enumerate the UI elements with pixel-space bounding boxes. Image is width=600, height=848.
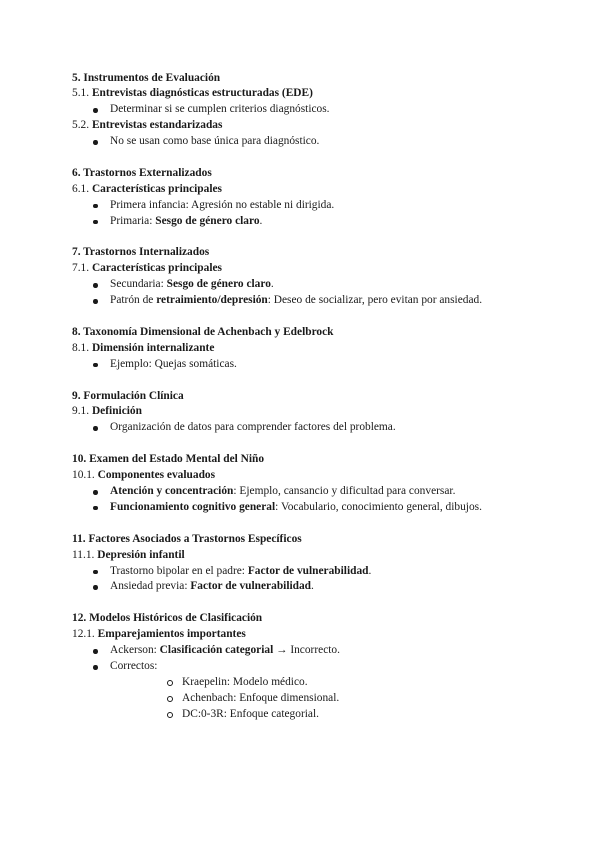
subsection-label: Entrevistas estandarizadas — [91, 119, 223, 132]
bullet-list — [72, 277, 542, 309]
item-text: Secundaria: — [110, 278, 167, 291]
subsection-label: Emparejamientos importantes — [97, 628, 246, 641]
bullet-list — [72, 134, 542, 150]
item-text: Ackerson: — [110, 644, 160, 657]
nested-bullet-list — [110, 675, 542, 723]
item-text: Correctos: — [110, 659, 158, 672]
section — [72, 532, 542, 596]
subsection-label: Depresión infantil — [97, 548, 185, 561]
bullet-list — [72, 357, 542, 373]
subsection-number: 12.1. — [72, 628, 95, 641]
subsection-heading — [72, 341, 542, 357]
subsection-number: 9.1. — [72, 405, 90, 418]
item-text: : Vocabulario, conocimiento general, dibujos. — [275, 500, 482, 513]
item-text: Ejemplo: Quejas somáticas. — [110, 357, 237, 370]
item-text: Primaria: — [110, 214, 156, 227]
list-item — [72, 579, 542, 595]
sub-list-item — [110, 707, 542, 723]
list-item — [72, 357, 542, 373]
document-body — [72, 71, 542, 739]
item-bold-text: Factor de vulnerabilidad — [190, 580, 312, 593]
list-item — [72, 484, 542, 500]
subsection-label: Definición — [91, 405, 142, 418]
subsection-heading — [72, 627, 542, 643]
item-bold-text: Clasificación categorial — [159, 644, 274, 657]
list-item — [72, 500, 542, 516]
bullet-list — [72, 643, 542, 723]
list-item — [72, 659, 542, 723]
list-item — [72, 198, 542, 214]
list-item — [72, 102, 542, 118]
list-item — [72, 564, 542, 580]
item-text: Primera infancia: Agresión no estable ni dirigida. — [110, 198, 335, 211]
list-item — [72, 293, 542, 309]
item-text: Determinar si se cumplen criterios diagnósticos. — [110, 103, 330, 116]
list-item — [72, 214, 542, 230]
list-item — [72, 420, 542, 436]
item-bold-text: Sesgo de género claro — [155, 214, 260, 227]
section — [72, 325, 542, 373]
subsection-heading — [72, 261, 542, 277]
section-title: 11. Factores Asociados a Trastornos Específicos — [72, 532, 302, 545]
subsection-heading — [72, 468, 542, 484]
item-bold-text: retraimiento/depresión — [156, 294, 268, 307]
subsection-heading — [72, 548, 542, 564]
subsection-number: 5.1. — [72, 87, 90, 100]
bullet-list — [72, 102, 542, 118]
subsection-number: 6.1. — [72, 182, 90, 195]
item-text: . — [368, 564, 372, 577]
sub-list-item — [110, 675, 542, 691]
item-text: Kraepelin: Modelo médico. — [182, 675, 308, 688]
list-item — [72, 643, 542, 659]
item-text: : Deseo de socializar, pero evitan por ansiedad. — [267, 294, 483, 307]
item-text: Achenbach: Enfoque dimensional. — [182, 691, 340, 704]
subsection-label: Entrevistas diagnósticas estructuradas (EDE) — [91, 87, 313, 100]
bullet-list — [72, 420, 542, 436]
item-text: : Ejemplo, cansancio y dificultad para conversar. — [233, 484, 456, 497]
section — [72, 71, 542, 151]
item-text: Organización de datos para comprender factores del problema. — [110, 421, 396, 434]
subsection-label: Dimensión internalizante — [91, 341, 215, 354]
bullet-list — [72, 198, 542, 230]
item-text: . — [311, 580, 314, 593]
subsection-heading — [72, 118, 542, 134]
item-text: → Incorrecto. — [273, 644, 340, 657]
subsection-heading — [72, 182, 542, 198]
list-item — [72, 134, 542, 150]
subsection-number: 5.2. — [72, 119, 90, 132]
item-bold-text: Funcionamiento cognitivo general — [110, 500, 276, 513]
item-text: . — [270, 278, 274, 291]
subsection-number: 11.1. — [72, 548, 95, 561]
section — [72, 452, 542, 516]
section-title: 8. Taxonomía Dimensional de Achenbach y Edelbrock — [72, 325, 334, 338]
section — [72, 166, 542, 230]
item-bold-text: Sesgo de género claro — [166, 278, 271, 291]
section-title: 10. Examen del Estado Mental del Niño — [72, 453, 265, 466]
bullet-list — [72, 564, 542, 596]
item-text: . — [259, 214, 263, 227]
section — [72, 245, 542, 309]
subsection-heading — [72, 86, 542, 102]
subsection-number: 7.1. — [72, 262, 90, 275]
item-text: No se usan como base única para diagnóstico. — [110, 135, 320, 148]
item-text: Ansiedad previa: — [110, 580, 191, 593]
subsection-label: Características principales — [91, 262, 222, 275]
section — [72, 389, 542, 437]
sub-list-item — [110, 691, 542, 707]
item-text: Patrón de — [110, 294, 157, 307]
subsection-number: 8.1. — [72, 341, 90, 354]
section — [72, 611, 542, 722]
item-text: Trastorno bipolar en el padre: — [110, 564, 248, 577]
item-text: DC:0-3R: Enfoque categorial. — [182, 707, 319, 720]
section-title: 5. Instrumentos de Evaluación — [72, 71, 221, 84]
list-item — [72, 277, 542, 293]
section-title: 6. Trastornos Externalizados — [72, 166, 212, 179]
subsection-heading — [72, 404, 542, 420]
section-title: 9. Formulación Clínica — [72, 389, 184, 402]
item-bold-text: Factor de vulnerabilidad — [247, 564, 369, 577]
subsection-number: 10.1. — [72, 469, 95, 482]
subsection-label: Características principales — [91, 182, 222, 195]
subsection-label: Componentes evaluados — [97, 469, 216, 482]
item-bold-text: Atención y concentración — [110, 484, 234, 497]
bullet-list — [72, 484, 542, 516]
section-title: 7. Trastornos Internalizados — [72, 246, 210, 259]
section-title: 12. Modelos Históricos de Clasificación — [72, 612, 263, 625]
